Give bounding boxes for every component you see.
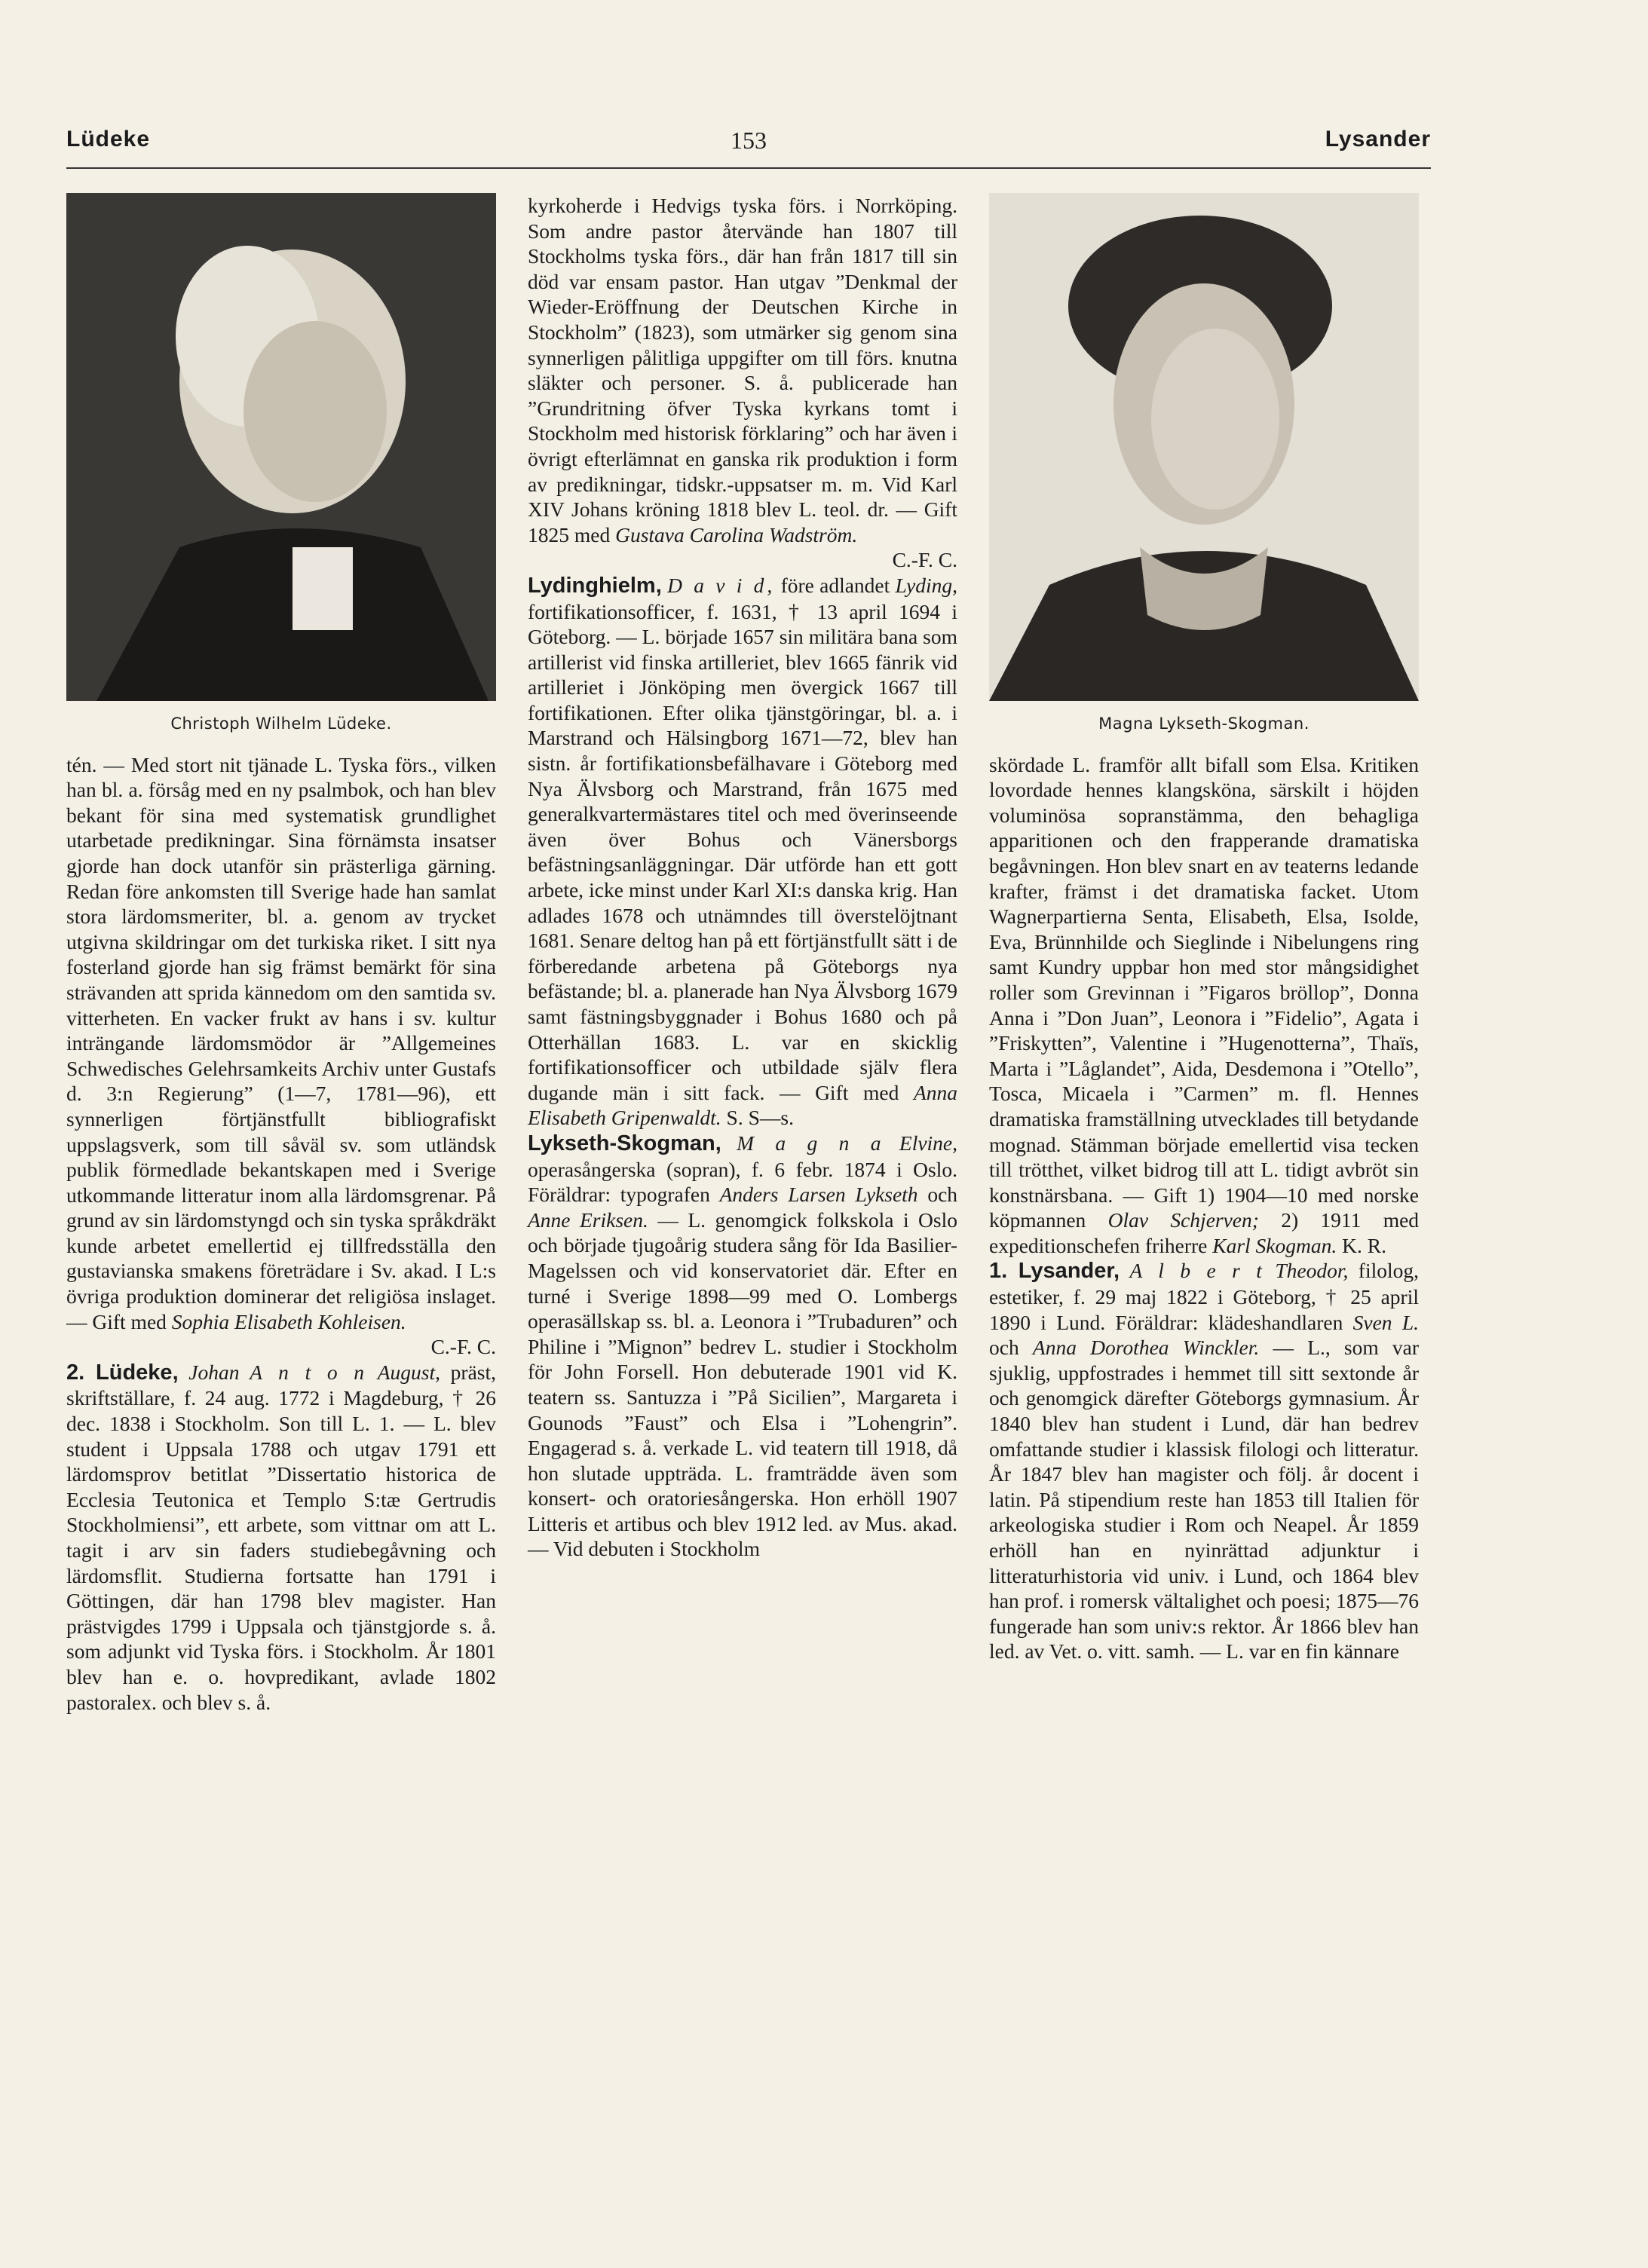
portrait-caption: Magna Lykseth-Skogman. xyxy=(1098,715,1310,733)
header-left-keyword: Lüdeke xyxy=(66,127,151,152)
lykseth-skogman-continuation: skördade L. framför allt bifall som Elsa. Kritiken lovordade hennes klangsköna, särskilt i höjden voluminösa sopranstämma, den behagliga apparitionen och den frapperande dramatiska begåvningen. Hon blev snart en av teaterns ledande krafter, främst i det dramatiska facket. Utom Wagnerpartierna Senta, Elisabeth, Elsa, Isolde, Eva, Brünnhilde och Sieglinde i Nibelungens ring samt Kundry uppbar hon med stor mångsidighet roller som Grevinnan i ”Figaros bröllop”, Donna Anna i ”Don Juan”, Leonora i ”Fidelio”, Agata i ”Friskytten”, Valentine i ”Hugenotterna”, Thaïs, Marta i ”Låglandet”, Aida, Desdemona i ”Otello”, Tosca, Micaela i ”Carmen” m. fl. Hennes dramatiska framställning utvecklades till betydande mognad. Stämman började emellertid visa tecken till trötthet, vilket bidrog till att L. tidigt avbröt sin konstnärsbana. — Gift 1) 1904—10 med norske köpmannen Olav Schjerven; 2) 1911 med expeditionschefen friherre Karl Skogman. K. R. xyxy=(989,752,1420,1257)
header-right-keyword: Lysander xyxy=(1325,127,1431,152)
page-header xyxy=(66,127,1431,161)
portrait-lykseth-skogman xyxy=(989,193,1419,701)
entry-headword: 1. Lysander, xyxy=(989,1259,1120,1284)
portrait-caption: Christoph Wilhelm Lüdeke. xyxy=(170,715,392,733)
entry-headword: Lykseth-Skogman, xyxy=(528,1131,721,1155)
column-3 xyxy=(989,193,1419,1664)
entry-lysander: 1. Lysander, A l b e r t Theodor, filolog, estetiker, f. 29 maj 1822 i Göteborg, † 25 april 1890 i Lund. Föräldrar: klädeshandlaren Sven L. och Anna Dorothea Winckler. — L., som var sjuklig, uppfostrades i hemmet till sitt sextonde år och genomgick därefter Göteborgs gymnasium. År 1840 blev han student i Lund, där han bedrev omfattande studier i klassisk filologi och litteratur. År 1847 blev han magister och följ. år docent i latin. På stipendium reste han 1853 till Italien för arkeologiska studier i Rom och Neapel. År 1859 erhöll han en nyinrättad adjunktur i litteraturhistoria vid univ. i Lund, och 1864 blev han prof. i romersk vältalighet och poesi; 1875—76 fungerade han som univ:s rektor. År 1866 blev han led. av Vet. o. vitt. samh. — L. var en fin kännare xyxy=(989,1259,1420,1664)
column-1 xyxy=(66,193,496,1715)
signature: C.-F. C. xyxy=(892,548,957,572)
column-2 xyxy=(528,193,957,1562)
entry-lykseth-skogman: Lykseth-Skogman, M a g n a Elvine, operasångerska (sopran), f. 6 febr. 1874 i Oslo. Föräldrar: typografen Anders Larsen Lykseth och Anne Eriksen. — L. genomgick folkskola i Oslo och började tjugoårig studera sång för Ida Basilier-Magelssen och vid konservatoriet där. Efter en turné i Sverige 1898—99 med O. Lombergs operasällskap ss. bl. a. Leonora i ”Trubaduren” och Philine i ”Mignon” bedrev L. studier i Stockholm för John Forsell. Hon debuterade 1901 vid K. teatern ss. Santuzza i ”På Sicilien”, Margareta i Gounods ”Faust” och Elsa i ”Lohengrin”. Engagerad s. å. verkade L. vid teatern till 1918, då hon slutade uppträda. L. framträdde även som konsert- och oratoriesångerska. Hon erhöll 1907 Litteris et artibus och blev 1912 led. av Mus. akad. — Vid debuten i Stockholm xyxy=(528,1131,958,1561)
entry-headword: Lydinghielm, xyxy=(528,573,662,598)
entry-ludeke-2: 2. Lüdeke, Johan A n t o n August, präst, skriftställare, f. 24 aug. 1772 i Magdeburg, † 26 dec. 1838 i Stockholm. Son till L. 1. — L. blev student i Uppsala 1788 och utgav 1791 ett lärdomsprov betitlat ”Dissertatio historica de Ecclesia Teutonica et Templo S:tæ Gertrudis Stockholmiensi”, ett arbete, som vittnar om att L. tagit i arv sin faders studiebegåvning och lärdomsflit. Studierna fortsatte han 1791 i Göttingen, där han 1798 blev magister. Han prästvigdes 1799 i Uppsala och tjänstgjorde s. å. som adjunkt vid Tyska förs. i Stockholm. År 1801 blev han e. o. hovpredikant, avlade 1802 pastoralex. och blev s. å. xyxy=(66,1360,497,1714)
ludeke-2-continuation: kyrkoherde i Hedvigs tyska förs. i Norrköping. Som andre pastor återvände han 1807 till Stockholms tyska förs., där han från 1817 till sin död var ensam pastor. Han utgav ”Denkmal der Wieder-Eröffnung der Deutschen Kirche in Stockholm” (1823), som utmärker sig genom sina synnerligen pålitliga uppgifter om till förs. knutna släkter och personer. S. å. publicerade han ”Grundritning öfver Tyska kyrkans tomt i Stockholm med historisk förklaring” och har även i övrigt efterlämnat en ganska rik produktion i form av predikningar, tidskr.-uppsatser m. m. Vid Karl XIV Johans kröning 1818 blev L. teol. dr. — Gift 1825 med Gustava Carolina Wadström. C.-F. C. xyxy=(528,194,957,572)
entry-headword: 2. Lüdeke, xyxy=(66,1360,179,1385)
page-number: 153 xyxy=(731,127,767,154)
entry-lydinghielm: Lydinghielm, D a v i d, före adlandet Lyding, fortifikationsofficer, f. 1631, † 13 april 1694 i Göteborg. — L. började 1657 sin militära bana som artillerist vid finska artilleriet, blev 1665 fänrik vid artilleriet i Jönköping men övergick 1667 till fortifikationen. Efter olika tjänstgöringar, bl. a. i Marstrand och Hälsingborg 1671—72, blev han sistn. år fortifikationsbefälhavare i Göteborg med Nya Älvsborg och Marstrand, från 1675 med generalkvartermästares titel och med överinseende även över Bohus och Vänersborgs befästningsanläggningar. Där utförde han ett gott arbete, icke minst under Karl XI:s danska krig. Han adlades 1678 och utnämndes till överstelöjtnant 1681. Senare deltog han på ett förtjänstfullt sätt i de förberedande arbetena på Göteborgs nya befästande; bl. a. planerade han Nya Älvsborg 1679 samt fästningsbyggnader i Bohus 1680 och på Otterhällan 1683. L. var en skicklig fortifikationsofficer och utbildade själv flera dugande män i sitt fack. — Gift med Anna Elisabeth Gripenwaldt. S. S—s. xyxy=(528,573,957,1130)
ludeke-1-text: tén. — Med stort nit tjänade L. Tyska förs., vilken han bl. a. försåg med en ny psalmbok, och han blev bekant för sina med systematisk grundlighet utarbetade predikningar. Sina förnämsta insatser gjorde han dock utanför sin prästerliga gärning. Redan före ankomsten till Sverige hade han samlat stora lärdomsmeriter, bl. a. genom av trycket utgivna skildringar om det turkiska riket. I sitt nya fosterland gjorde han sig främst bemärkt för sina strävanden att sprida kännedom om den samtida sv. vitterheten. En vacker frukt av hans i sv. kultur inträngande lärdomsmödor är ”Allgemeines Schwedisches Gelehrsamkeits Archiv unter Gustafs d. 3:n Regierung” (1—7, 1781—96), ett synnerligen förtjänstfullt bibliografiskt uppslagsverk, som till såväl sv. som utländsk publik förmedlade bekantskapen med i Sverige utkommande litteratur inom alla lärdomsgrenar. På grund av sin lärdomstyngd och sin tyska språkdräkt kunde arbetet emellertid ej tillfredsställa den gustavianska smakens företrädare i Sv. akad. I L:s övriga produktion dominerar det religiösa inslaget. — Gift med Sophia Elisabeth Kohleisen. C.-F. C. xyxy=(66,752,496,1359)
signature: C.-F. C. xyxy=(430,1335,496,1359)
portrait-ludeke xyxy=(66,193,496,701)
header-rule xyxy=(66,167,1431,169)
